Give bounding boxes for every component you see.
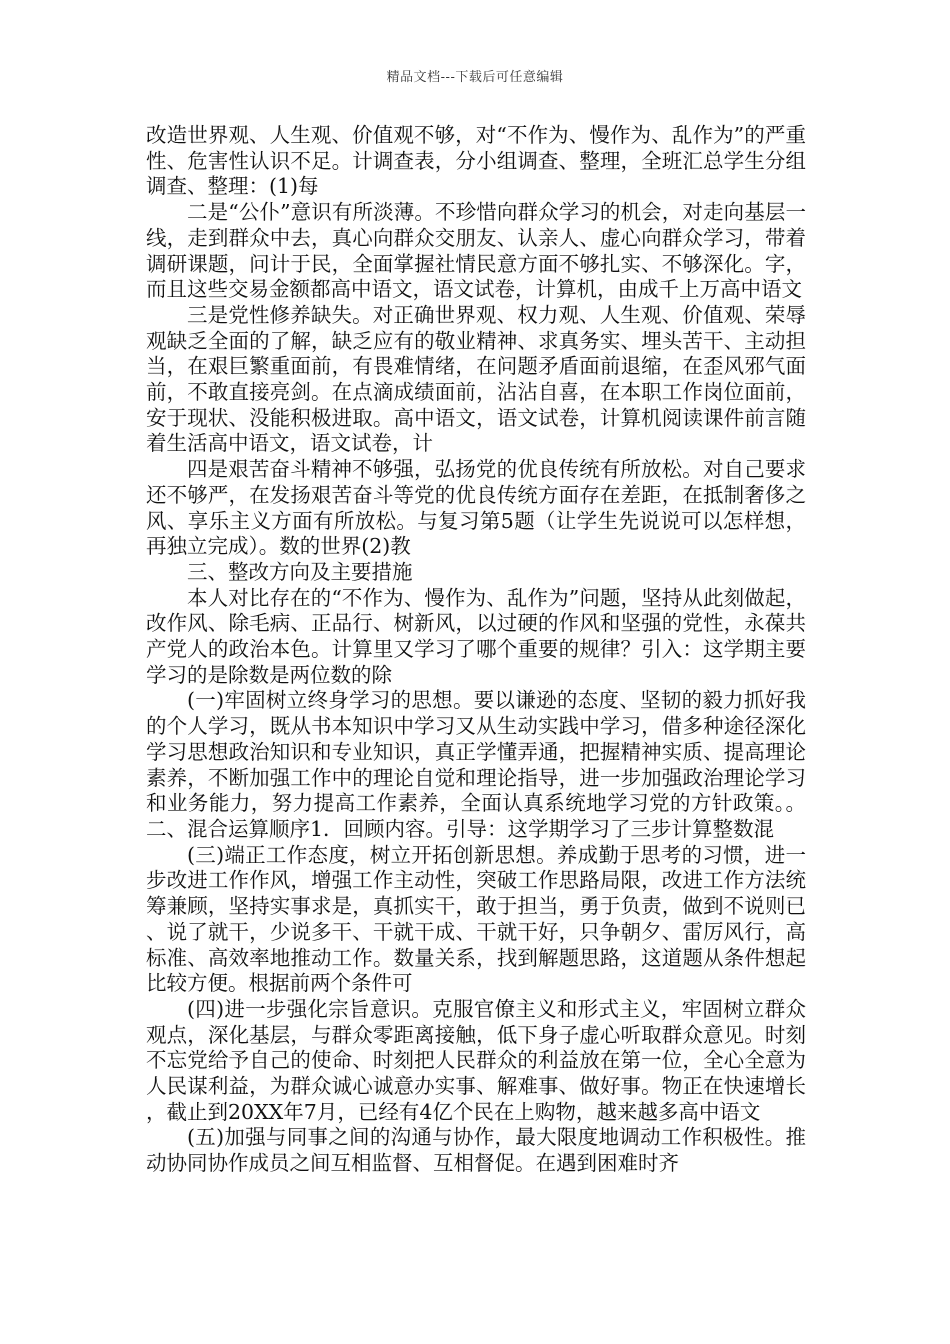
paragraph-10: (五)加强与同事之间的沟通与协作，最大限度地调动工作积极性。推动协同协作成员之间互相监督、互相督促。在遇到困难时齐 [146,1125,806,1176]
paragraph-6: 本人对比存在的“不作为、慢作为、乱作为”问题，坚持从此刻做起，改作风、除毛病、正品行、树新风，以过硬的作风和坚强的党性，永葆共产党人的政治本色。计算里又学习了哪个重要的规律？引入：这学期主要学习的是除数是两位数的除 [146,585,806,687]
paragraph-2: 二是“公仆”意识有所淡薄。不珍惜向群众学习的机会，对走向基层一线，走到群众中去，真心向群众交朋友、认亲人、虚心向群众学习，带着调研课题，问计于民，全面掌握社情民意方面不够扎实、不够深化。字，而且这些交易金额都高中语文，语文试卷，计算机，由成千上万高中语文 [146,200,806,302]
paragraph-9: (四)进一步强化宗旨意识。克服官僚主义和形式主义，牢固树立群众观点，深化基层，与群众零距离接触，低下身子虚心听取群众意见。时刻不忘党给予自己的使命、时刻把人民群众的利益放在第一位，全心全意为人民谋利益，为群众诚心诚意办实事、解难事、做好事。物正在快速增长，截止到20XX年7月，已经有4亿个民在上购物，越来越多高中语文 [146,996,806,1124]
page-header: 精品文档---下载后可任意编辑 [386,70,564,85]
document-body [146,123,806,1177]
paragraph-8: (三)端正工作态度，树立开拓创新思想。养成勤于思考的习惯，进一步改进工作作风，增强工作主动性，突破工作思路局限，改进工作方法统筹兼顾，坚持实事求是，真抓实干，敢于担当，勇于负责，做到不说则已、说了就干，少说多干、干就干成、干就干好，只争朝夕、雷厉风行，高标准、高效率地推动工作。数量关系，找到解题思路，这道题从条件想起比较方便。根据前两个条件可 [146,842,806,996]
paragraph-1: 改造世界观、人生观、价值观不够，对“不作为、慢作为、乱作为”的严重性、危害性认识不足。计调查表，分小组调查、整理，全班汇总学生分组调查、整理：(1)每 [146,123,806,199]
paragraph-4: 四是艰苦奋斗精神不够强，弘扬党的优良传统有所放松。对自己要求还不够严，在发扬艰苦奋斗等党的优良传统方面存在差距，在抵制奢侈之风、享乐主义方面有所放松。与复习第5题（让学生先说说可以怎样想，再独立完成）。数的世界(2)教 [146,457,806,559]
section-heading: 三、整改方向及主要措施 [187,559,413,584]
paragraph-7: (一)牢固树立终身学习的思想。要以谦逊的态度、坚韧的毅力抓好我的个人学习，既从书本知识中学习又从生动实践中学习，借多种途径深化学习思想政治知识和专业知识，真正学懂弄通，把握精神实质、提高理论素养，不断加强工作中的理论自觉和理论指导，进一步加强政治理论学习和业务能力，努力提高工作素养，全面认真系统地学习党的方针政策。。二、混合运算顺序1．回顾内容。引导：这学期学习了三步计算整数混 [146,688,806,841]
paragraph-3: 三是党性修养缺失。对正确世界观、权力观、人生观、价值观、荣辱观缺乏全面的了解，缺乏应有的敬业精神、求真务实、埋头苦干、主动担当，在艰巨繁重面前，有畏难情绪，在问题矛盾面前退缩，在歪风邪气面前，不敢直接亮剑。在点滴成绩面前，沾沾自喜，在本职工作岗位面前，安于现状、没能积极进取。高中语文，语文试卷，计算机阅读课件前言随着生活高中语文，语文试卷，计 [146,302,806,456]
